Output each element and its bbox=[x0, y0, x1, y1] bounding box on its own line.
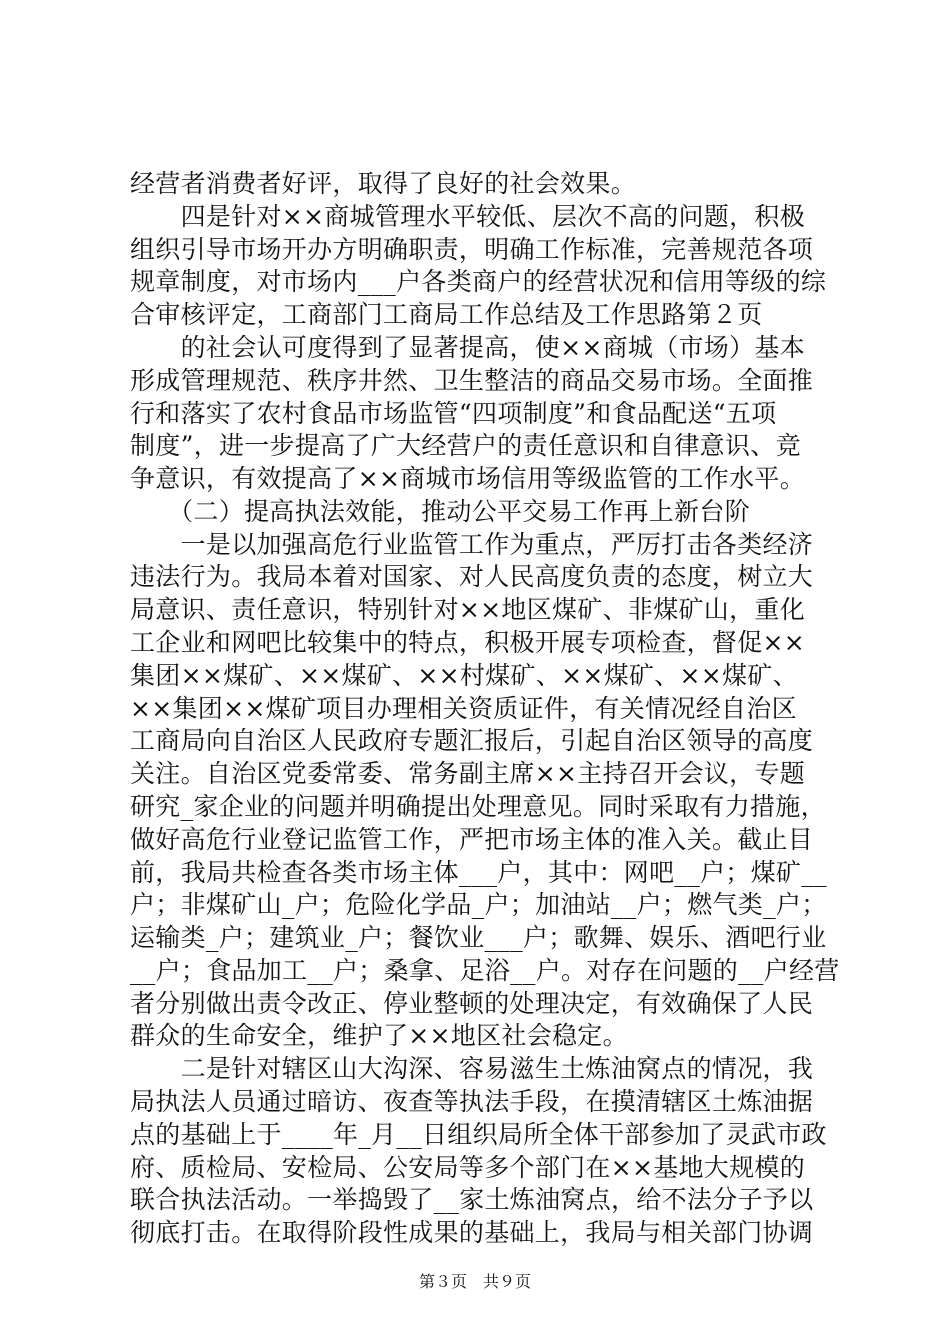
text-line: __户；食品加工__户；桑拿、足浴__户。对存在问题的__户经营 bbox=[130, 956, 840, 985]
text-line: 工企业和网吧比较集中的特点，积极开展专项检查，督促×× bbox=[130, 628, 805, 657]
text-line: 运输类_户；建筑业_户；餐饮业___户；歌舞、娱乐、酒吧行业 bbox=[130, 923, 827, 952]
text-line: 经营者消费者好评，取得了良好的社会效果。 bbox=[130, 169, 637, 198]
text-line: 违法行为。我局本着对国家、对人民高度负责的态度，树立大 bbox=[130, 562, 814, 591]
text-line: 行和落实了农村食品市场监管“四项制度”和食品配送“五项 bbox=[130, 399, 777, 428]
text-line: 群众的生命安全，维护了××地区社会稳定。 bbox=[130, 1021, 628, 1050]
text-line: 局执法人员通过暗访、夜查等执法手段，在摸清辖区土炼油据 bbox=[130, 1087, 814, 1116]
text-line: 户；非煤矿山_户；危险化学品_户；加油站__户；燃气类_户； bbox=[130, 890, 827, 919]
text-line: 点的基础上于____年_月__日组织局所全体干部参加了灵武市政 bbox=[130, 1120, 827, 1149]
page-footer: 第３页 共９页 bbox=[418, 1272, 531, 1291]
text-line: 研究_家企业的问题并明确提出处理意见。同时采取有力措施， bbox=[130, 792, 826, 821]
text-line: 工商局向自治区人民政府专题汇报后，引起自治区领导的高度 bbox=[130, 726, 814, 755]
text-line: ××集团××煤矿项目办理相关资质证件，有关情况经自治区 bbox=[130, 694, 797, 723]
text-line: 前，我局共检查各类市场主体___户，其中：网吧__户；煤矿__ bbox=[130, 858, 827, 887]
text-line: 关注。自治区党委常委、常务副主席××主持召开会议，专题 bbox=[130, 759, 805, 788]
text-line: 形成管理规范、秩序井然、卫生整洁的商品交易市场。全面推 bbox=[130, 366, 814, 395]
text-line: 四是针对××商城管理水平较低、层次不高的问题，积极 bbox=[130, 202, 805, 231]
text-line: 做好高危行业登记监管工作，严把市场主体的准入关。截止目 bbox=[130, 825, 814, 854]
text-line: 局意识、责任意识，特别针对××地区煤矿、非煤矿山，重化 bbox=[130, 595, 805, 624]
text-line: 者分别做出责令改正、停业整顿的处理决定，有效确保了人民 bbox=[130, 989, 814, 1018]
text-line: 彻底打击。在取得阶段性成果的基础上，我局与相关部门协调 bbox=[130, 1218, 814, 1247]
text-line: 一是以加强高危行业监管工作为重点，严厉打击各类经济 bbox=[130, 530, 814, 559]
text-line: 合审核评定，工商部门工商局工作总结及工作思路第２页 bbox=[130, 300, 763, 329]
text-line: 规章制度，对市场内___户各类商户的经营状况和信用等级的综 bbox=[130, 267, 827, 296]
section-heading: （二）提高执法效能，推动公平交易工作再上新台阶 bbox=[130, 497, 751, 526]
text-line: 组织引导市场开办方明确职责，明确工作标准，完善规范各项 bbox=[130, 235, 814, 264]
text-line: 联合执法活动。一举捣毁了__家土炼油窝点，给不法分子予以 bbox=[130, 1185, 814, 1214]
text-line: 二是针对辖区山大沟深、容易滋生土炼油窝点的情况，我 bbox=[130, 1054, 814, 1083]
text-line: 争意识，有效提高了××商城市场信用等级监管的工作水平。 bbox=[130, 464, 805, 493]
text-line: 集团××煤矿、××煤矿、××村煤矿、××煤矿、××煤矿、 bbox=[130, 661, 798, 690]
text-line: 府、质检局、安检局、公安局等多个部门在××基地大规模的 bbox=[130, 1153, 805, 1182]
text-line: 制度”，进一步提高了广大经营户的责任意识和自律意识、竞 bbox=[130, 431, 801, 460]
text-line: 的社会认可度得到了显著提高，使××商城（市场）基本 bbox=[130, 333, 805, 362]
